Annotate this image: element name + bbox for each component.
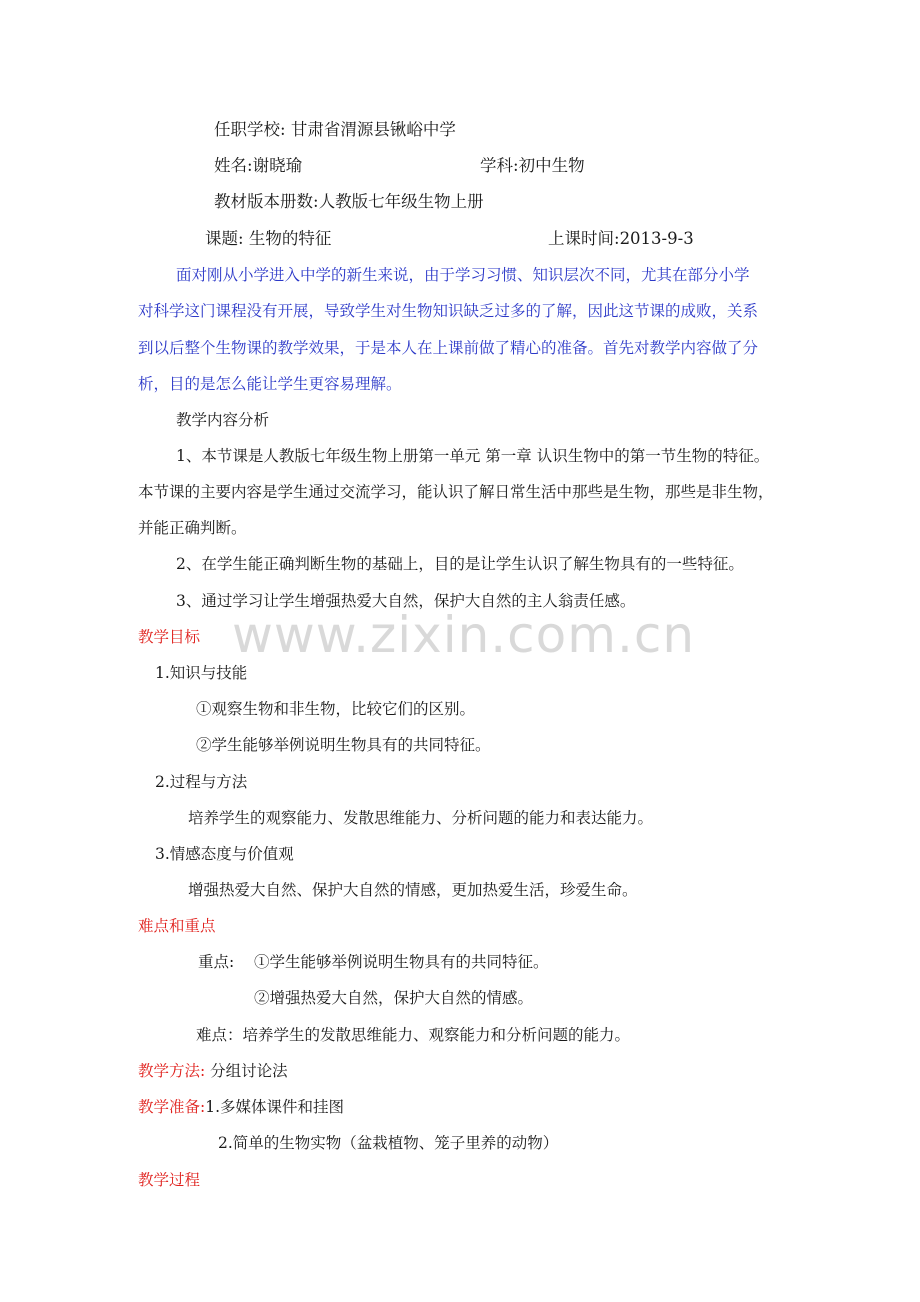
goal-attitude: 3.情感态度与价值观: [155, 845, 294, 863]
name-field: [214, 156, 302, 176]
intro-line: 到以后整个生物课的教学效果，于是本人在上课前做了精心的准备。首先对教学内容做了分: [138, 339, 759, 357]
analysis-p1-line: 1、本节课是人教版七年级生物上册第一单元 第一章 认识生物中的第一节生物的特征。: [176, 447, 770, 465]
analysis-p1-line: 本节课的主要内容是学生通过交流学习，能认识了解日常生活中那些是生物，那些是非生物，: [138, 483, 774, 501]
analysis-p1-line: 并能正确判断。: [138, 519, 247, 537]
subject-label: 学科:: [480, 156, 519, 175]
focus-heading: 难点和重点: [138, 917, 216, 935]
school-label: 任职学校:: [214, 120, 286, 139]
intro-line: 面对刚从小学进入中学的新生来说，由于学习习惯、知识层次不同，尤其在部分小学: [176, 266, 750, 284]
prep-item: 2.简单的生物实物（盆栽植物、笼子里养的动物）: [218, 1134, 559, 1152]
key-point: ②增强热爱大自然，保护大自然的情感。: [254, 989, 534, 1007]
intro-line: 析，目的是怎么能让学生更容易理解。: [138, 375, 402, 393]
school-line: [214, 120, 456, 140]
subject-field: [480, 156, 585, 176]
analysis-p3: 3、通过学习让学生增强热爱大自然，保护大自然的主人翁责任感。: [176, 592, 636, 610]
intro-line: 对科学这门课程没有开展，导致学生对生物知识缺乏过多的了解，因此这节课的成败，关系: [138, 302, 759, 320]
textbook-label: 教材版本册数:: [214, 192, 319, 211]
goal-knowledge-item: ②学生能够举例说明生物具有的共同特征。: [196, 736, 491, 754]
subject-value: 初中生物: [518, 156, 585, 175]
name-value: 谢晓瑜: [252, 156, 303, 175]
textbook-field: [214, 192, 484, 212]
prep-label: 教学准备:: [138, 1098, 206, 1116]
method-line: [138, 1061, 288, 1081]
analysis-p2: 2、在学生能正确判断生物的基础上，目的是让学生认识了解生物具有的一些特征。: [176, 555, 744, 573]
topic-value: 生物的特征: [248, 229, 332, 248]
time-value: 2013-9-3: [619, 229, 694, 248]
school-value: 甘肃省渭源县锹峪中学: [290, 120, 456, 139]
process-heading: 教学过程: [138, 1171, 201, 1189]
goals-heading: 教学目标: [138, 628, 201, 646]
goal-attitude-item: 增强热爱大自然、保护大自然的情感，更加热爱生活，珍爱生命。: [188, 881, 638, 899]
watermark: www.zixin.com.cn: [232, 606, 696, 664]
prep-line: [138, 1097, 344, 1117]
goal-knowledge: 1.知识与技能: [155, 664, 248, 682]
topic-field: [205, 229, 331, 249]
key-label: 重点:: [198, 953, 235, 971]
goal-knowledge-item: ①观察生物和非生物，比较它们的区别。: [196, 700, 476, 718]
method-label: 教学方法:: [138, 1062, 206, 1080]
name-label: 姓名:: [214, 156, 253, 175]
prep-item: 1.多媒体课件和挂图: [205, 1098, 345, 1116]
key-point: ①学生能够举例说明生物具有的共同特征。: [254, 953, 549, 971]
analysis-heading: 教学内容分析: [176, 411, 270, 429]
time-field: [548, 229, 694, 249]
time-label: 上课时间:: [548, 229, 620, 248]
textbook-value: 人教版七年级生物上册: [318, 192, 484, 211]
topic-label: 课题:: [205, 229, 244, 248]
method-value: 分组讨论法: [210, 1062, 288, 1080]
goal-process-item: 培养学生的观察能力、发散思维能力、分析问题的能力和表达能力。: [188, 809, 654, 827]
goal-process: 2.过程与方法: [155, 773, 248, 791]
difficult-point: 难点：培养学生的发散思维能力、观察能力和分析问题的能力。: [196, 1026, 631, 1044]
